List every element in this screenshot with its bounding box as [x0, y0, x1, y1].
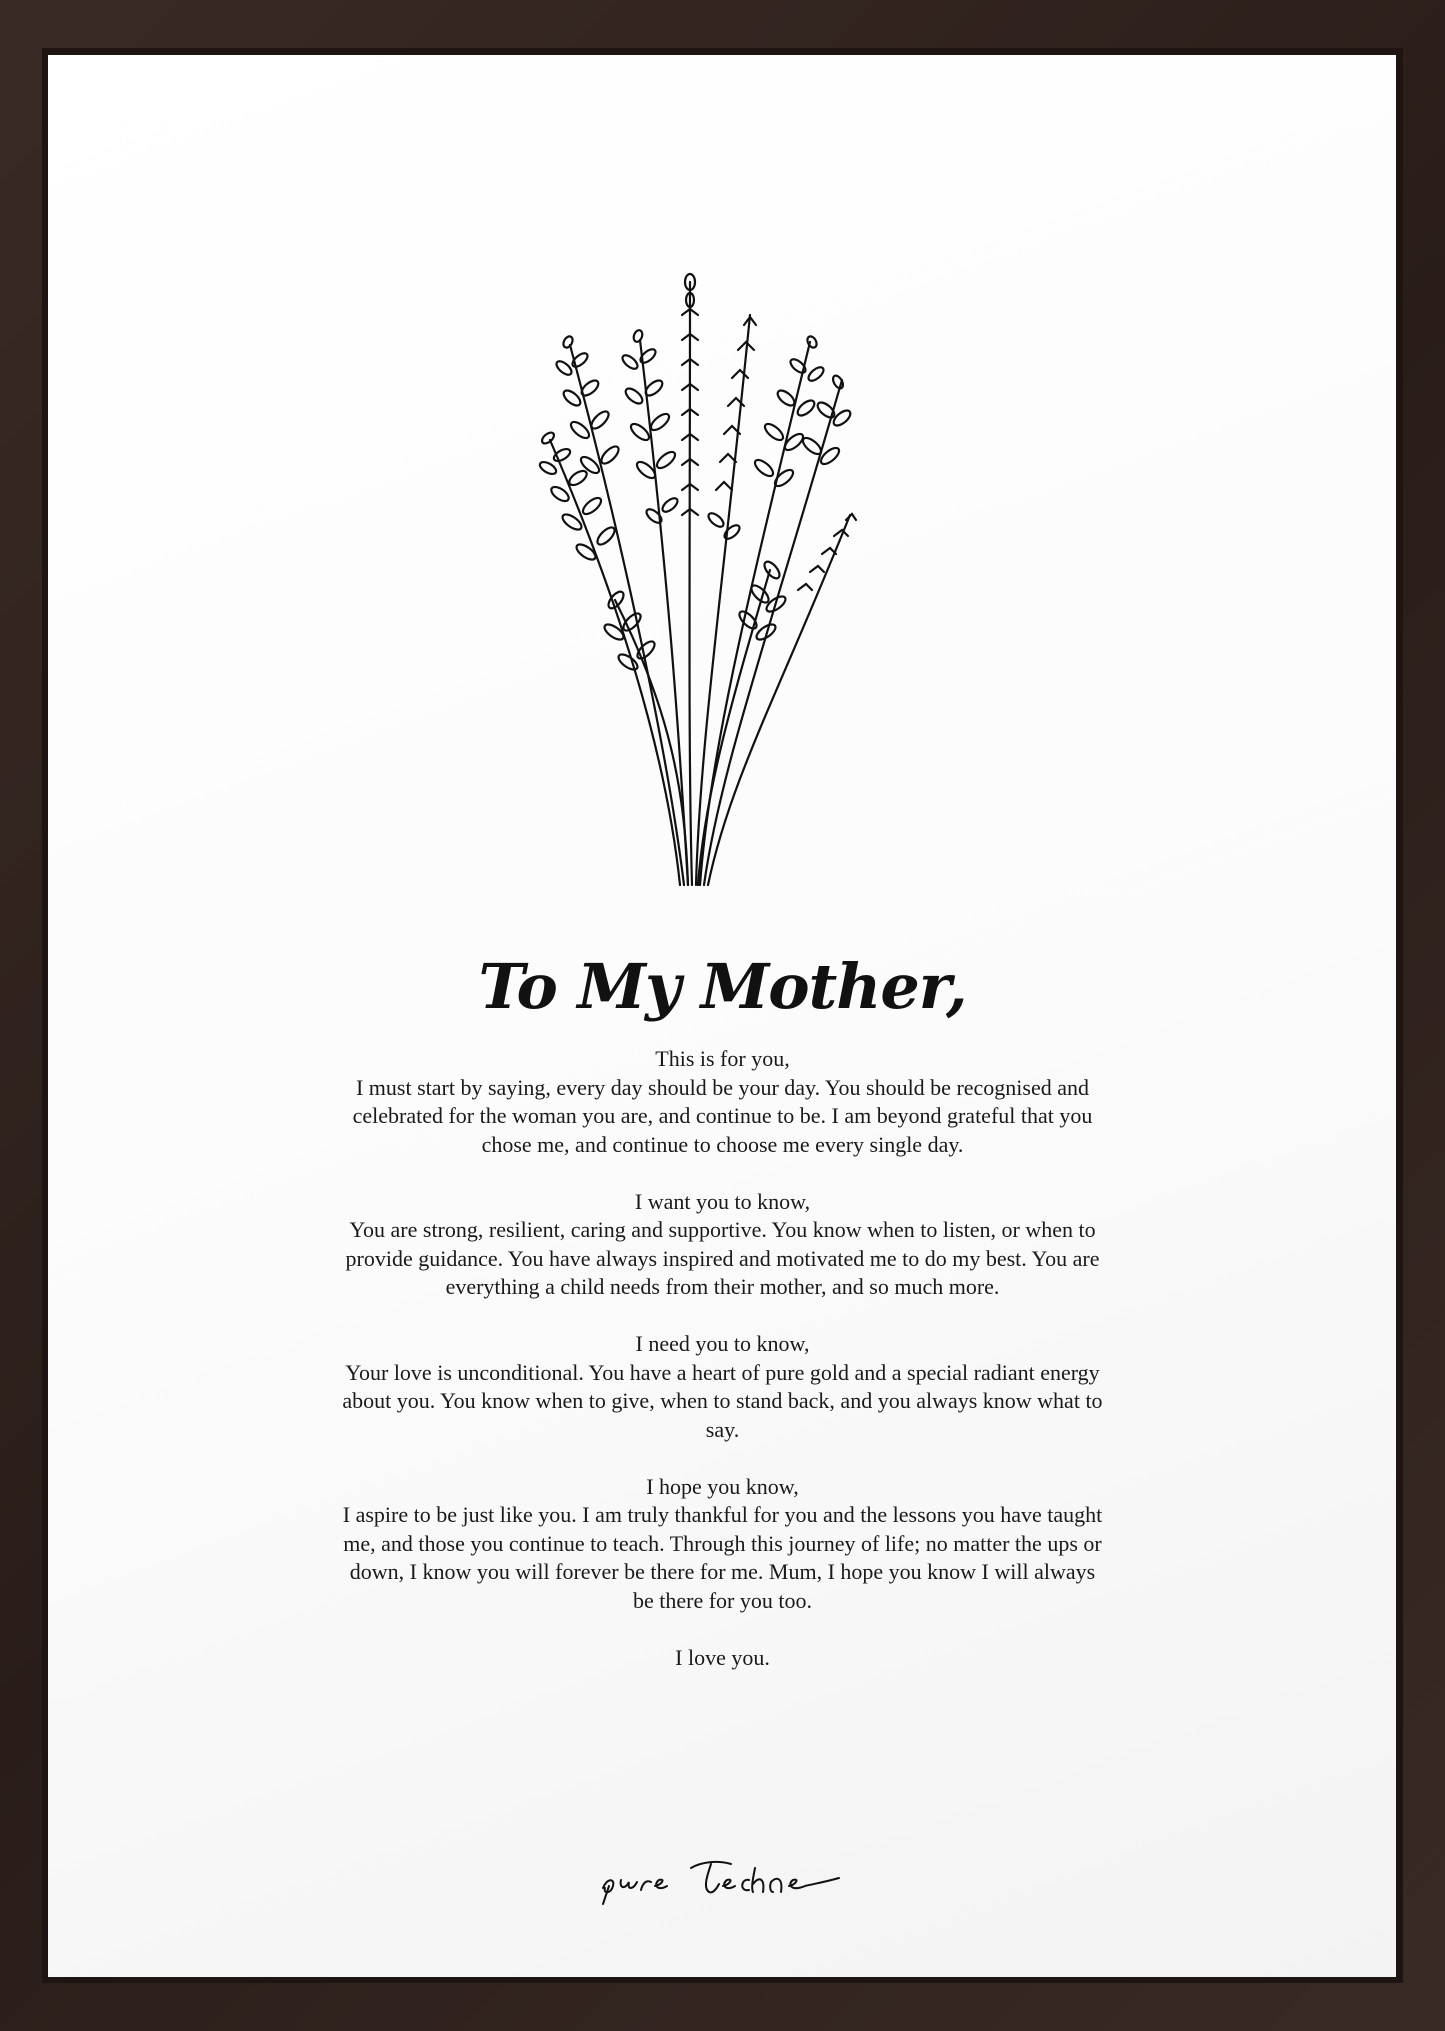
paragraph-greeting: I want you to know,	[634, 1188, 811, 1214]
letter-paragraph	[340, 1045, 1105, 1159]
pure-techne-script-logo	[0, 1848, 1445, 1913]
paragraph-text: I must start by saying, every day should be your day. You should be recognised and celebrated for the woman you are, and continue to be. I am beyond grateful that you chose me, and continue to choose me every single day.	[352, 1074, 1093, 1157]
paragraph-greeting: I hope you know,	[646, 1473, 799, 1499]
letter-closing: I love you.	[675, 1644, 770, 1670]
paragraph-text: You are strong, resilient, caring and supportive. You know when to listen, or when to provide guidance. You have always inspired and motivated me to do my best. You are everything a child needs from their mother, and so much more.	[345, 1217, 1100, 1299]
paragraph-text: I aspire to be just like you. I am truly thankful for you and the lessons you have taught me, and those you continue to teach. Through this journey of life; no matter the ups or down, I know you will forever be there for me. Mum, I hope you know I will always be there for you too.	[342, 1502, 1103, 1613]
letter-paragraph	[340, 1188, 1105, 1302]
poster-title: To My Mother,	[478, 950, 967, 1023]
paragraph-greeting: This is for you,	[655, 1046, 790, 1071]
paragraph-greeting: I need you to know,	[635, 1331, 810, 1356]
letter-paragraph	[340, 1330, 1105, 1444]
letter-paragraph	[340, 1473, 1105, 1616]
letter-body	[340, 1045, 1105, 1672]
lavender-bouquet-icon	[520, 270, 860, 900]
paragraph-text: Your love is unconditional. You have a heart of pure gold and a special radiant energy about you. You know when to give, when to stand back, and you always know what to say.	[342, 1359, 1103, 1442]
